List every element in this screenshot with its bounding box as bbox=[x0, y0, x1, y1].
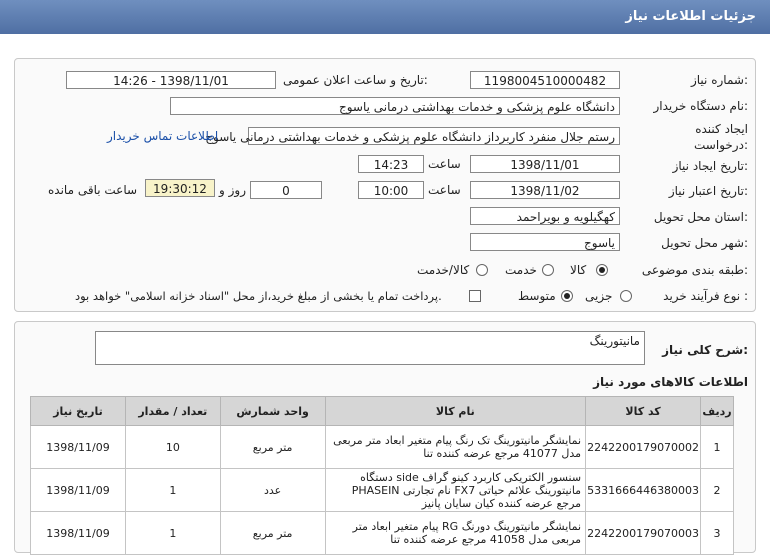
announce-label: تاریخ و ساعت اعلان عمومی: bbox=[283, 73, 428, 87]
creator-field[interactable]: رستم جلال منفرد کاربرداز دانشگاه علوم پزشکی و خدمات بهداشتی درمانی یاسوج bbox=[248, 127, 620, 145]
created-time-field[interactable]: 14:23 bbox=[358, 155, 424, 173]
cell-date: 1398/11/09 bbox=[31, 426, 126, 469]
buyer-label: نام دستگاه خریدار: bbox=[653, 99, 748, 113]
remaining-label: ساعت باقی مانده bbox=[48, 183, 138, 197]
cell-name: سنسور الکتریکی کاربرد کینو گراف side دستگاه مانیتورینگ علائم حیاتی FX7 نام تجارتی PHASEIN مرجع عرضه کننده کیان سایان پانیز bbox=[325, 469, 586, 512]
cell-unit: متر مربع bbox=[220, 426, 325, 469]
title-bar bbox=[0, 0, 770, 34]
cell-unit: متر مربع bbox=[220, 512, 325, 555]
remaining-time-field: 19:30:12 bbox=[145, 179, 215, 197]
table-row[interactable] bbox=[31, 512, 734, 555]
col-unit: واحد شمارش bbox=[220, 397, 325, 426]
category-both-label: کالا/خدمت bbox=[417, 263, 470, 277]
col-name: نام کالا bbox=[325, 397, 586, 426]
validity-date-field[interactable]: 1398/11/02 bbox=[470, 181, 620, 199]
created-date-label: تاریخ ایجاد نیاز: bbox=[672, 159, 748, 173]
city-label: شهر محل تحویل: bbox=[661, 236, 748, 250]
days-label: روز و bbox=[219, 183, 246, 197]
cell-unit: عدد bbox=[220, 469, 325, 512]
table-header-row bbox=[31, 397, 734, 426]
table-row[interactable] bbox=[31, 469, 734, 512]
buyer-contact-link[interactable]: اطلاعات تماس خریدار bbox=[107, 129, 219, 143]
validity-label: تاریخ اعتبار نیاز: bbox=[668, 184, 748, 198]
created-date-field[interactable]: 1398/11/01 bbox=[470, 155, 620, 173]
cell-qty: 1 bbox=[126, 512, 221, 555]
cell-date: 1398/11/09 bbox=[31, 512, 126, 555]
cell-code: 2242200179070002 bbox=[586, 426, 701, 469]
cell-row: 2 bbox=[701, 469, 734, 512]
process-medium-radio[interactable] bbox=[561, 290, 573, 302]
treasury-checkbox[interactable] bbox=[469, 290, 481, 302]
province-label: استان محل تحویل: bbox=[653, 210, 748, 224]
process-medium-label: متوسط bbox=[518, 289, 556, 303]
cell-row: 1 bbox=[701, 426, 734, 469]
need-number-field[interactable]: 1198004510000482 bbox=[470, 71, 620, 89]
created-time-label: ساعت bbox=[428, 157, 461, 171]
category-both-radio[interactable] bbox=[476, 264, 488, 276]
category-label: طبقه بندی موضوعی: bbox=[641, 263, 748, 277]
summary-field[interactable]: مانیتورینگ bbox=[95, 331, 645, 365]
col-code: کد کالا bbox=[586, 397, 701, 426]
cell-code: 5331666446380003 bbox=[586, 469, 701, 512]
category-goods-radio[interactable] bbox=[596, 264, 608, 276]
city-field[interactable]: یاسوج bbox=[470, 233, 620, 251]
process-partial-radio[interactable] bbox=[620, 290, 632, 302]
buyer-field[interactable]: دانشگاه علوم پزشکی و خدمات بهداشتی درمانی یاسوج bbox=[170, 97, 620, 115]
days-field[interactable]: 0 bbox=[250, 181, 322, 199]
cell-qty: 10 bbox=[126, 426, 221, 469]
cell-qty: 1 bbox=[126, 469, 221, 512]
cell-date: 1398/11/09 bbox=[31, 469, 126, 512]
process-label: نوع فرآیند خرید : bbox=[663, 289, 748, 303]
category-goods-label: کالا bbox=[570, 263, 587, 277]
table-row[interactable] bbox=[31, 426, 734, 469]
creator-label-2: درخواست: bbox=[694, 138, 748, 152]
summary-label: شرح کلی نیاز: bbox=[662, 343, 748, 357]
need-number-label: شماره نیاز: bbox=[690, 73, 748, 87]
announce-field[interactable]: 1398/11/01 - 14:26 bbox=[66, 71, 276, 89]
payment-note: پرداخت تمام یا بخشی از مبلغ خرید،از محل "اسناد خزانه اسلامی" خواهد بود. bbox=[75, 289, 442, 303]
province-field[interactable]: کهگیلویه و بویراحمد bbox=[470, 207, 620, 225]
process-partial-label: جزیی bbox=[585, 289, 613, 303]
col-row: ردیف bbox=[701, 397, 734, 426]
page-title: جزئیات اطلاعات نیاز bbox=[625, 9, 756, 24]
validity-time-label: ساعت bbox=[428, 183, 461, 197]
creator-label-1: ایجاد کننده bbox=[695, 122, 748, 136]
validity-time-field[interactable]: 10:00 bbox=[358, 181, 424, 199]
category-service-radio[interactable] bbox=[542, 264, 554, 276]
cell-name: نمایشگر مانیتورینگ تک رنگ پیام متغیر ابعاد متر مربعی مدل 41077 مرجع عرضه کننده تنا bbox=[325, 426, 586, 469]
cell-code: 2242200179070003 bbox=[586, 512, 701, 555]
cell-row: 3 bbox=[701, 512, 734, 555]
items-table bbox=[30, 396, 734, 555]
cell-name: نمایشگر مانیتورینگ دورنگ RG پیام متغیر ابعاد متر مربعی مدل 41058 مرجع عرضه کننده تنا bbox=[325, 512, 586, 555]
items-title: اطلاعات کالاهای مورد نیاز bbox=[593, 375, 748, 389]
col-date: تاریخ نیاز bbox=[31, 397, 126, 426]
col-qty: تعداد / مقدار bbox=[126, 397, 221, 426]
category-service-label: خدمت bbox=[505, 263, 537, 277]
